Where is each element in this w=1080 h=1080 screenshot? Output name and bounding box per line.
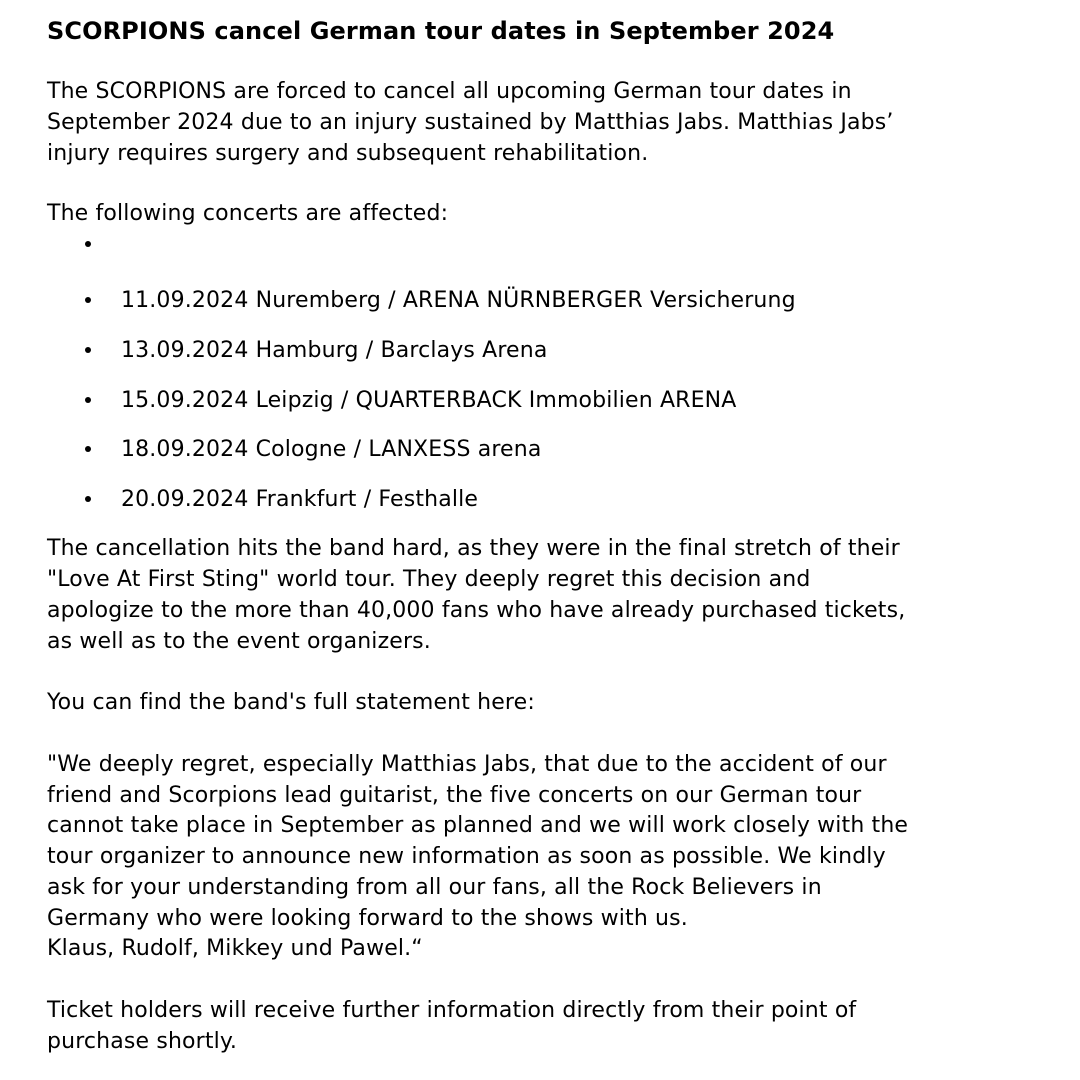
bullet-icon: [85, 496, 91, 502]
bullet-icon: [85, 297, 91, 303]
band-statement-quote: "We deeply regret, especially Matthias Jabs, that due to the accident of our friend and Scorpions lead guitarist, the five concerts on our German tour cannot take place in September as planned and we will work closely with the tour organizer to announce new information as soon as possible. We kindly ask for your understanding from all our fans, all the Rock Believers in Germany who were looking forward to the shows with us. Klaus, Rudolf, Mikkey und Pawel.“: [47, 751, 909, 962]
concert-list: [47, 230, 1047, 534]
bullet-icon: [85, 241, 91, 247]
article-title: SCORPIONS cancel German tour dates in September 2024: [47, 17, 835, 45]
affected-concerts-heading: The following concerts are affected:: [47, 201, 449, 227]
concert-text: 11.09.2024 Nuremberg / ARENA NÜRNBERGER Versicherung: [121, 288, 796, 314]
bullet-icon: [85, 347, 91, 353]
ticket-info-paragraph: Ticket holders will receive further information directly from their point of purchase shortly.: [47, 998, 857, 1054]
statement-intro: You can find the band's full statement here:: [47, 690, 535, 716]
list-item: [47, 286, 1047, 336]
list-item: [47, 386, 1047, 436]
list-item-empty: [47, 230, 1047, 286]
bullet-icon: [85, 397, 91, 403]
article: [47, 14, 1047, 1058]
cancellation-paragraph: The cancellation hits the band hard, as they were in the final stretch of their "Love At First Sting" world tour. They deeply regret this decision and apologize to the more than 40,000 fans who have already purchased tickets, as well as to the event organizers.: [47, 536, 906, 654]
intro-paragraph: The SCORPIONS are forced to cancel all upcoming German tour dates in September 2024 due to an injury sustained by Matthias Jabs. Matthias Jabs’ injury requires surgery and subsequent rehabilitation.: [47, 79, 894, 166]
list-item: [47, 485, 1047, 535]
bullet-icon: [85, 446, 91, 452]
list-item: [47, 336, 1047, 386]
concert-text: 18.09.2024 Cologne / LANXESS arena: [121, 437, 542, 463]
list-item: [47, 435, 1047, 485]
concert-text: 20.09.2024 Frankfurt / Festhalle: [121, 486, 479, 512]
concert-text: 13.09.2024 Hamburg / Barclays Arena: [121, 337, 548, 363]
concert-text: 15.09.2024 Leipzig / QUARTERBACK Immobilien ARENA: [121, 387, 737, 413]
